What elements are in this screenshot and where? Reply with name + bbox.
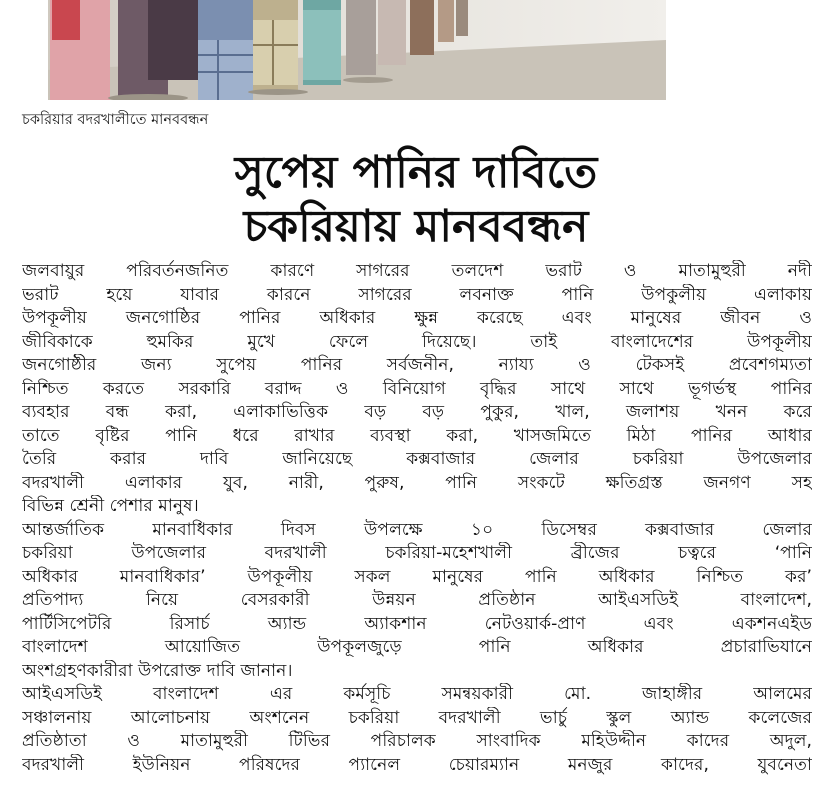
text-line: প্রতিপাদ্য নিয়ে বেসরকারী উন্নয়ন প্রতিষ্ঠান আইএসডিই বাংলাদেশ, — [22, 590, 812, 610]
article-body — [22, 260, 812, 777]
text-line: তাতে বৃষ্টির পানি ধরে রাখার ব্যবস্থা করা, খাসজমিতে মিঠা পানির আধার — [22, 425, 812, 446]
text-line: নিশ্চিত করতে সরকারি বরাদ্দ ও বিনিয়োগ বৃদ্ধির সাথে সাথে ভূগর্ভস্থ পানির — [22, 378, 812, 399]
text-line: উপকূলীয় জনগোষ্ঠির পানির অধিকার ক্ষুন্ন করেছে এবং মানুষের জীবন ও — [22, 308, 812, 328]
text-line: বদরখালী এলাকার যুব, নারী, পুরুষ, পানি সংকটে ক্ষতিগ্রস্ত জনগণ সহ — [22, 472, 812, 493]
text-line: পার্টিসিপেটরি রিসার্চ অ্যান্ড অ্যাকশান নেটওয়ার্ক-প্রাণ এবং একশনএইড — [22, 613, 812, 634]
news-photo — [48, 0, 666, 100]
text-line: তৈরি করার দাবি জানিয়েছে কক্সবাজার জেলার চকরিয়া উপজেলার — [22, 449, 812, 469]
paragraph-3 — [22, 683, 812, 777]
text-line: অংশগ্রহণকারীরা উপরোক্ত দাবি জানান। — [22, 660, 293, 681]
text-line: অধিকার মানবাধিকার’ উপকূলীয় সকল মানুষের পানি অধিকার নিশ্চিত কর’ — [22, 566, 812, 587]
photo-caption: চকরিয়ার বদরখালীতে মানববন্ধন — [22, 112, 209, 128]
paragraph-1 — [22, 260, 812, 519]
text-line: চকরিয়া উপজেলার বদরখালী চকরিয়া-মহেশখালী ব্রীজের চত্বরে ‘পানি — [22, 543, 812, 563]
text-line: ব্যবহার বন্ধ করা, এলাকাভিত্তিক বড় বড় পুকুর, খাল, জলাশয় খনন করে — [22, 402, 812, 422]
headline-line-1: সুপেয় পানির দাবিতে — [234, 147, 598, 198]
text-line: বদরখালী ইউনিয়ন পরিষদের প্যানেল চেয়ারম্যান মনজুর কাদের, যুবনেতা — [22, 754, 812, 775]
text-line: জলবায়ুর পরিবর্তনজনিত কারণে সাগরের তলদেশ ভরাট ও মাতামুহুরী নদী — [22, 261, 812, 281]
text-line: বিভিন্ন শ্রেনী পেশার মানুষ। — [22, 496, 199, 516]
text-line: বাংলাদেশ আয়োজিত উপকূলজুড়ে পানি অধিকার প্রচারাভিযানে — [22, 637, 812, 657]
headline-line-2: চকরিয়ায় মানববন্ধন — [243, 201, 589, 252]
text-line: সঞ্চালনায় আলোচনায় অংশনেন চকরিয়া বদরখালী ভার্চু স্কুল অ্যান্ড কলেজের — [22, 707, 812, 728]
text-line: জীবিকাকে হুমকির মুখে ফেলে দিয়েছে। তাই বাংলাদেশের উপকূলীয় — [22, 331, 812, 352]
headline — [0, 146, 832, 254]
text-line: আইএসডিই বাংলাদেশ এর কর্মসূচি সমন্বয়কারী মো. জাহাঙ্গীর আলমের — [22, 684, 812, 704]
text-line: জনগোষ্ঠীর জন্য সুপেয় পানির সর্বজনীন, ন্যায্য ও টেকসই প্রবেশগম্যতা — [22, 355, 812, 375]
paragraph-2 — [22, 519, 812, 684]
human-chain-photo — [48, 0, 666, 100]
text-line: ভরাট হয়ে যাবার কারনে সাগরের লবনাক্ত পানি উপকুলীয় এলাকায় — [22, 284, 812, 305]
text-line: প্রতিষ্ঠাতা ও মাতামুহুরী টিভির পরিচালক সাংবাদিক মহিউদ্দীন কাদের অদুল, — [22, 731, 812, 751]
text-line: আন্তর্জাতিক মানবাধিকার দিবস উপলক্ষে ১০ ডিসেম্বর কক্সবাজার জেলার — [22, 519, 812, 540]
